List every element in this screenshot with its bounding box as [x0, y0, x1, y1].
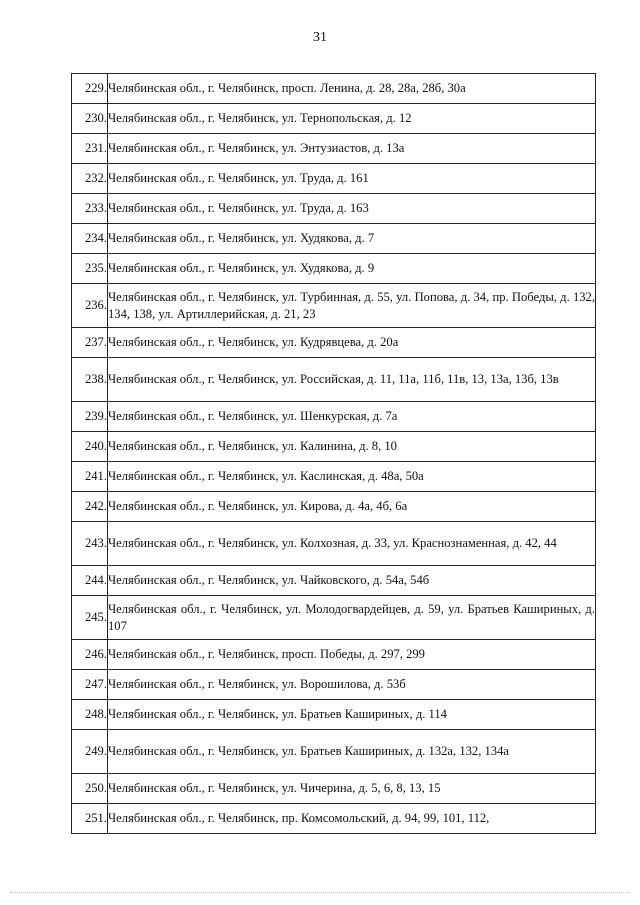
row-number: 244. — [72, 566, 108, 596]
row-address: Челябинская обл., г. Челябинск, ул. Братьев Кашириных, д. 132а, 132, 134а — [108, 730, 596, 774]
table-row — [72, 804, 596, 834]
row-address: Челябинская обл., г. Челябинск, ул. Молодогвардейцев, д. 59, ул. Братьев Кашириных, д. 107 — [108, 596, 596, 640]
table-row — [72, 774, 596, 804]
table-row — [72, 700, 596, 730]
row-address: Челябинская обл., г. Челябинск, ул. Чичерина, д. 5, 6, 8, 13, 15 — [108, 774, 596, 804]
row-number: 235. — [72, 254, 108, 284]
row-address: Челябинская обл., г. Челябинск, ул. Ворошилова, д. 53б — [108, 670, 596, 700]
row-number: 241. — [72, 462, 108, 492]
row-address: Челябинская обл., г. Челябинск, ул. Шенкурская, д. 7а — [108, 402, 596, 432]
row-address: Челябинская обл., г. Челябинск, ул. Турбинная, д. 55, ул. Попова, д. 34, пр. Победы, д. 132, 134, 138, ул. Артиллерийская, д. 21, 23 — [108, 284, 596, 328]
table-row — [72, 164, 596, 194]
table-row — [72, 104, 596, 134]
row-number: 234. — [72, 224, 108, 254]
table-row — [72, 284, 596, 328]
table-row — [72, 566, 596, 596]
row-address: Челябинская обл., г. Челябинск, ул. Кирова, д. 4а, 4б, 6а — [108, 492, 596, 522]
table-row — [72, 730, 596, 774]
row-address: Челябинская обл., г. Челябинск, ул. Российская, д. 11, 11а, 11б, 11в, 13, 13а, 13б, 13в — [108, 358, 596, 402]
row-address: Челябинская обл., г. Челябинск, пр. Комсомольский, д. 94, 99, 101, 112, — [108, 804, 596, 834]
table-row — [72, 74, 596, 104]
row-number: 230. — [72, 104, 108, 134]
row-address: Челябинская обл., г. Челябинск, ул. Энтузиастов, д. 13а — [108, 134, 596, 164]
table-row — [72, 492, 596, 522]
row-number: 249. — [72, 730, 108, 774]
row-address: Челябинская обл., г. Челябинск, ул. Калинина, д. 8, 10 — [108, 432, 596, 462]
table-row — [72, 254, 596, 284]
row-address: Челябинская обл., г. Челябинск, просп. Победы, д. 297, 299 — [108, 640, 596, 670]
row-number: 251. — [72, 804, 108, 834]
row-address: Челябинская обл., г. Челябинск, ул. Тернопольская, д. 12 — [108, 104, 596, 134]
row-number: 238. — [72, 358, 108, 402]
row-address: Челябинская обл., г. Челябинск, ул. Худякова, д. 7 — [108, 224, 596, 254]
row-address: Челябинская обл., г. Челябинск, ул. Труда, д. 163 — [108, 194, 596, 224]
row-number: 233. — [72, 194, 108, 224]
address-table — [71, 73, 596, 834]
row-number: 231. — [72, 134, 108, 164]
address-table-body — [72, 74, 596, 834]
page-number: 31 — [313, 30, 327, 45]
row-number: 239. — [72, 402, 108, 432]
table-row — [72, 596, 596, 640]
table-row — [72, 328, 596, 358]
row-number: 237. — [72, 328, 108, 358]
table-row — [72, 402, 596, 432]
row-number: 232. — [72, 164, 108, 194]
row-number: 247. — [72, 670, 108, 700]
table-row — [72, 134, 596, 164]
row-number: 243. — [72, 522, 108, 566]
table-row — [72, 194, 596, 224]
row-number: 236. — [72, 284, 108, 328]
row-address: Челябинская обл., г. Челябинск, ул. Колхозная, д. 33, ул. Краснознаменная, д. 42, 44 — [108, 522, 596, 566]
table-row — [72, 522, 596, 566]
row-address: Челябинская обл., г. Челябинск, просп. Ленина, д. 28, 28а, 28б, 30а — [108, 74, 596, 104]
row-address: Челябинская обл., г. Челябинск, ул. Худякова, д. 9 — [108, 254, 596, 284]
row-number: 250. — [72, 774, 108, 804]
table-row — [72, 224, 596, 254]
table-row — [72, 462, 596, 492]
row-address: Челябинская обл., г. Челябинск, ул. Чайковского, д. 54а, 54б — [108, 566, 596, 596]
row-number: 240. — [72, 432, 108, 462]
row-number: 245. — [72, 596, 108, 640]
page-bottom-edge — [10, 892, 630, 893]
row-number: 229. — [72, 74, 108, 104]
row-number: 246. — [72, 640, 108, 670]
row-number: 248. — [72, 700, 108, 730]
row-address: Челябинская обл., г. Челябинск, ул. Братьев Кашириных, д. 114 — [108, 700, 596, 730]
table-row — [72, 640, 596, 670]
table-row — [72, 432, 596, 462]
row-address: Челябинская обл., г. Челябинск, ул. Каслинская, д. 48а, 50а — [108, 462, 596, 492]
row-address: Челябинская обл., г. Челябинск, ул. Кудрявцева, д. 20а — [108, 328, 596, 358]
table-row — [72, 358, 596, 402]
table-row — [72, 670, 596, 700]
row-number: 242. — [72, 492, 108, 522]
row-address: Челябинская обл., г. Челябинск, ул. Труда, д. 161 — [108, 164, 596, 194]
